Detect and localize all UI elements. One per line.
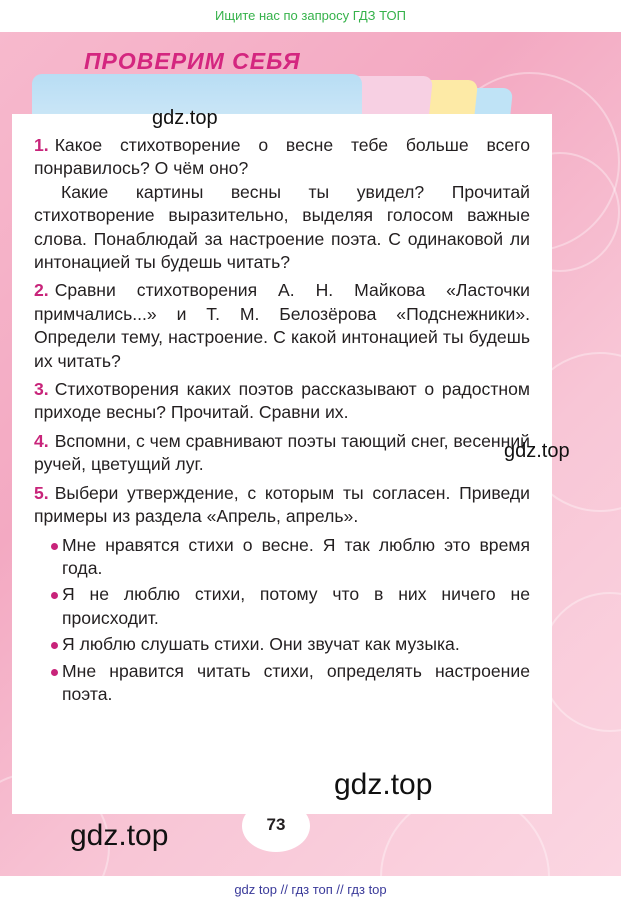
question-number: 4. xyxy=(34,430,49,451)
list-item xyxy=(34,660,530,707)
decor-swirl xyxy=(540,592,621,732)
watermark: gdz.top xyxy=(152,107,218,129)
bullet-icon xyxy=(51,592,58,599)
question-number: 3. xyxy=(34,379,49,400)
statement-text: Мне нравятся стихи о весне. Я так люблю это время года. xyxy=(62,534,530,578)
bullet-icon xyxy=(51,543,58,550)
question-number: 1. xyxy=(34,135,49,155)
question-4 xyxy=(34,430,530,477)
list-item xyxy=(34,583,530,630)
question-3 xyxy=(34,378,530,425)
question-text: Стихотворения каких поэтов рассказывают о радостном приходе весны? Прочитай. Сравни их. xyxy=(34,379,530,423)
watermark: gdz.top xyxy=(334,768,433,801)
question-number: 5. xyxy=(34,482,49,503)
list-item xyxy=(34,633,530,656)
statement-text: Я люблю слушать стихи. Они звучат как музыка. xyxy=(62,634,460,655)
questions-list xyxy=(34,134,530,709)
statements-list xyxy=(34,534,530,707)
statement-text: Я не люблю стихи, потому что в них ничего не происходит. xyxy=(62,584,530,628)
question-text: Выбери утверждение, с которым ты согласен. Приведи примеры из раздела «Апрель, апрель». xyxy=(34,482,530,527)
question-2 xyxy=(34,279,530,373)
question-text: Какое стихотворение о весне тебе больше всего понравилось? О чём оно? xyxy=(34,135,530,179)
question-number: 2. xyxy=(34,280,49,301)
bottom-banner[interactable]: gdz top // гдз топ // гдз top xyxy=(0,876,621,907)
watermark: gdz.top xyxy=(504,440,570,462)
page-number: 73 xyxy=(266,815,286,834)
page-title: ПРОВЕРИМ СЕБЯ xyxy=(84,48,301,74)
question-text: Какие картины весны ты увидел? Прочитай стихотворение выразительно, выделяя голосом важные слова. Понаблюдай за настроение поэта. С одинаковой ли интонацией ты будешь читать? xyxy=(34,181,530,273)
bullet-icon xyxy=(51,642,58,649)
top-banner[interactable]: Ищите нас по запросу ГДЗ ТОП xyxy=(0,0,621,32)
question-text: Вспомни, с чем сравнивают поэты тающий снег, весенний ручей, цветущий луг. xyxy=(34,430,530,475)
list-item xyxy=(34,534,530,581)
watermark: gdz.top xyxy=(70,819,169,852)
question-text: Сравни стихотворения А. Н. Майкова «Ласточки примчались...» и Т. М. Белозёрова «Подснежники». Определи тему, настроение. С какой интонацией ты будешь их читать? xyxy=(34,280,530,371)
question-5 xyxy=(34,482,530,529)
bullet-icon xyxy=(51,669,58,676)
question-1 xyxy=(34,134,530,274)
statement-text: Мне нравится читать стихи, определять настроение поэта. xyxy=(62,660,530,704)
